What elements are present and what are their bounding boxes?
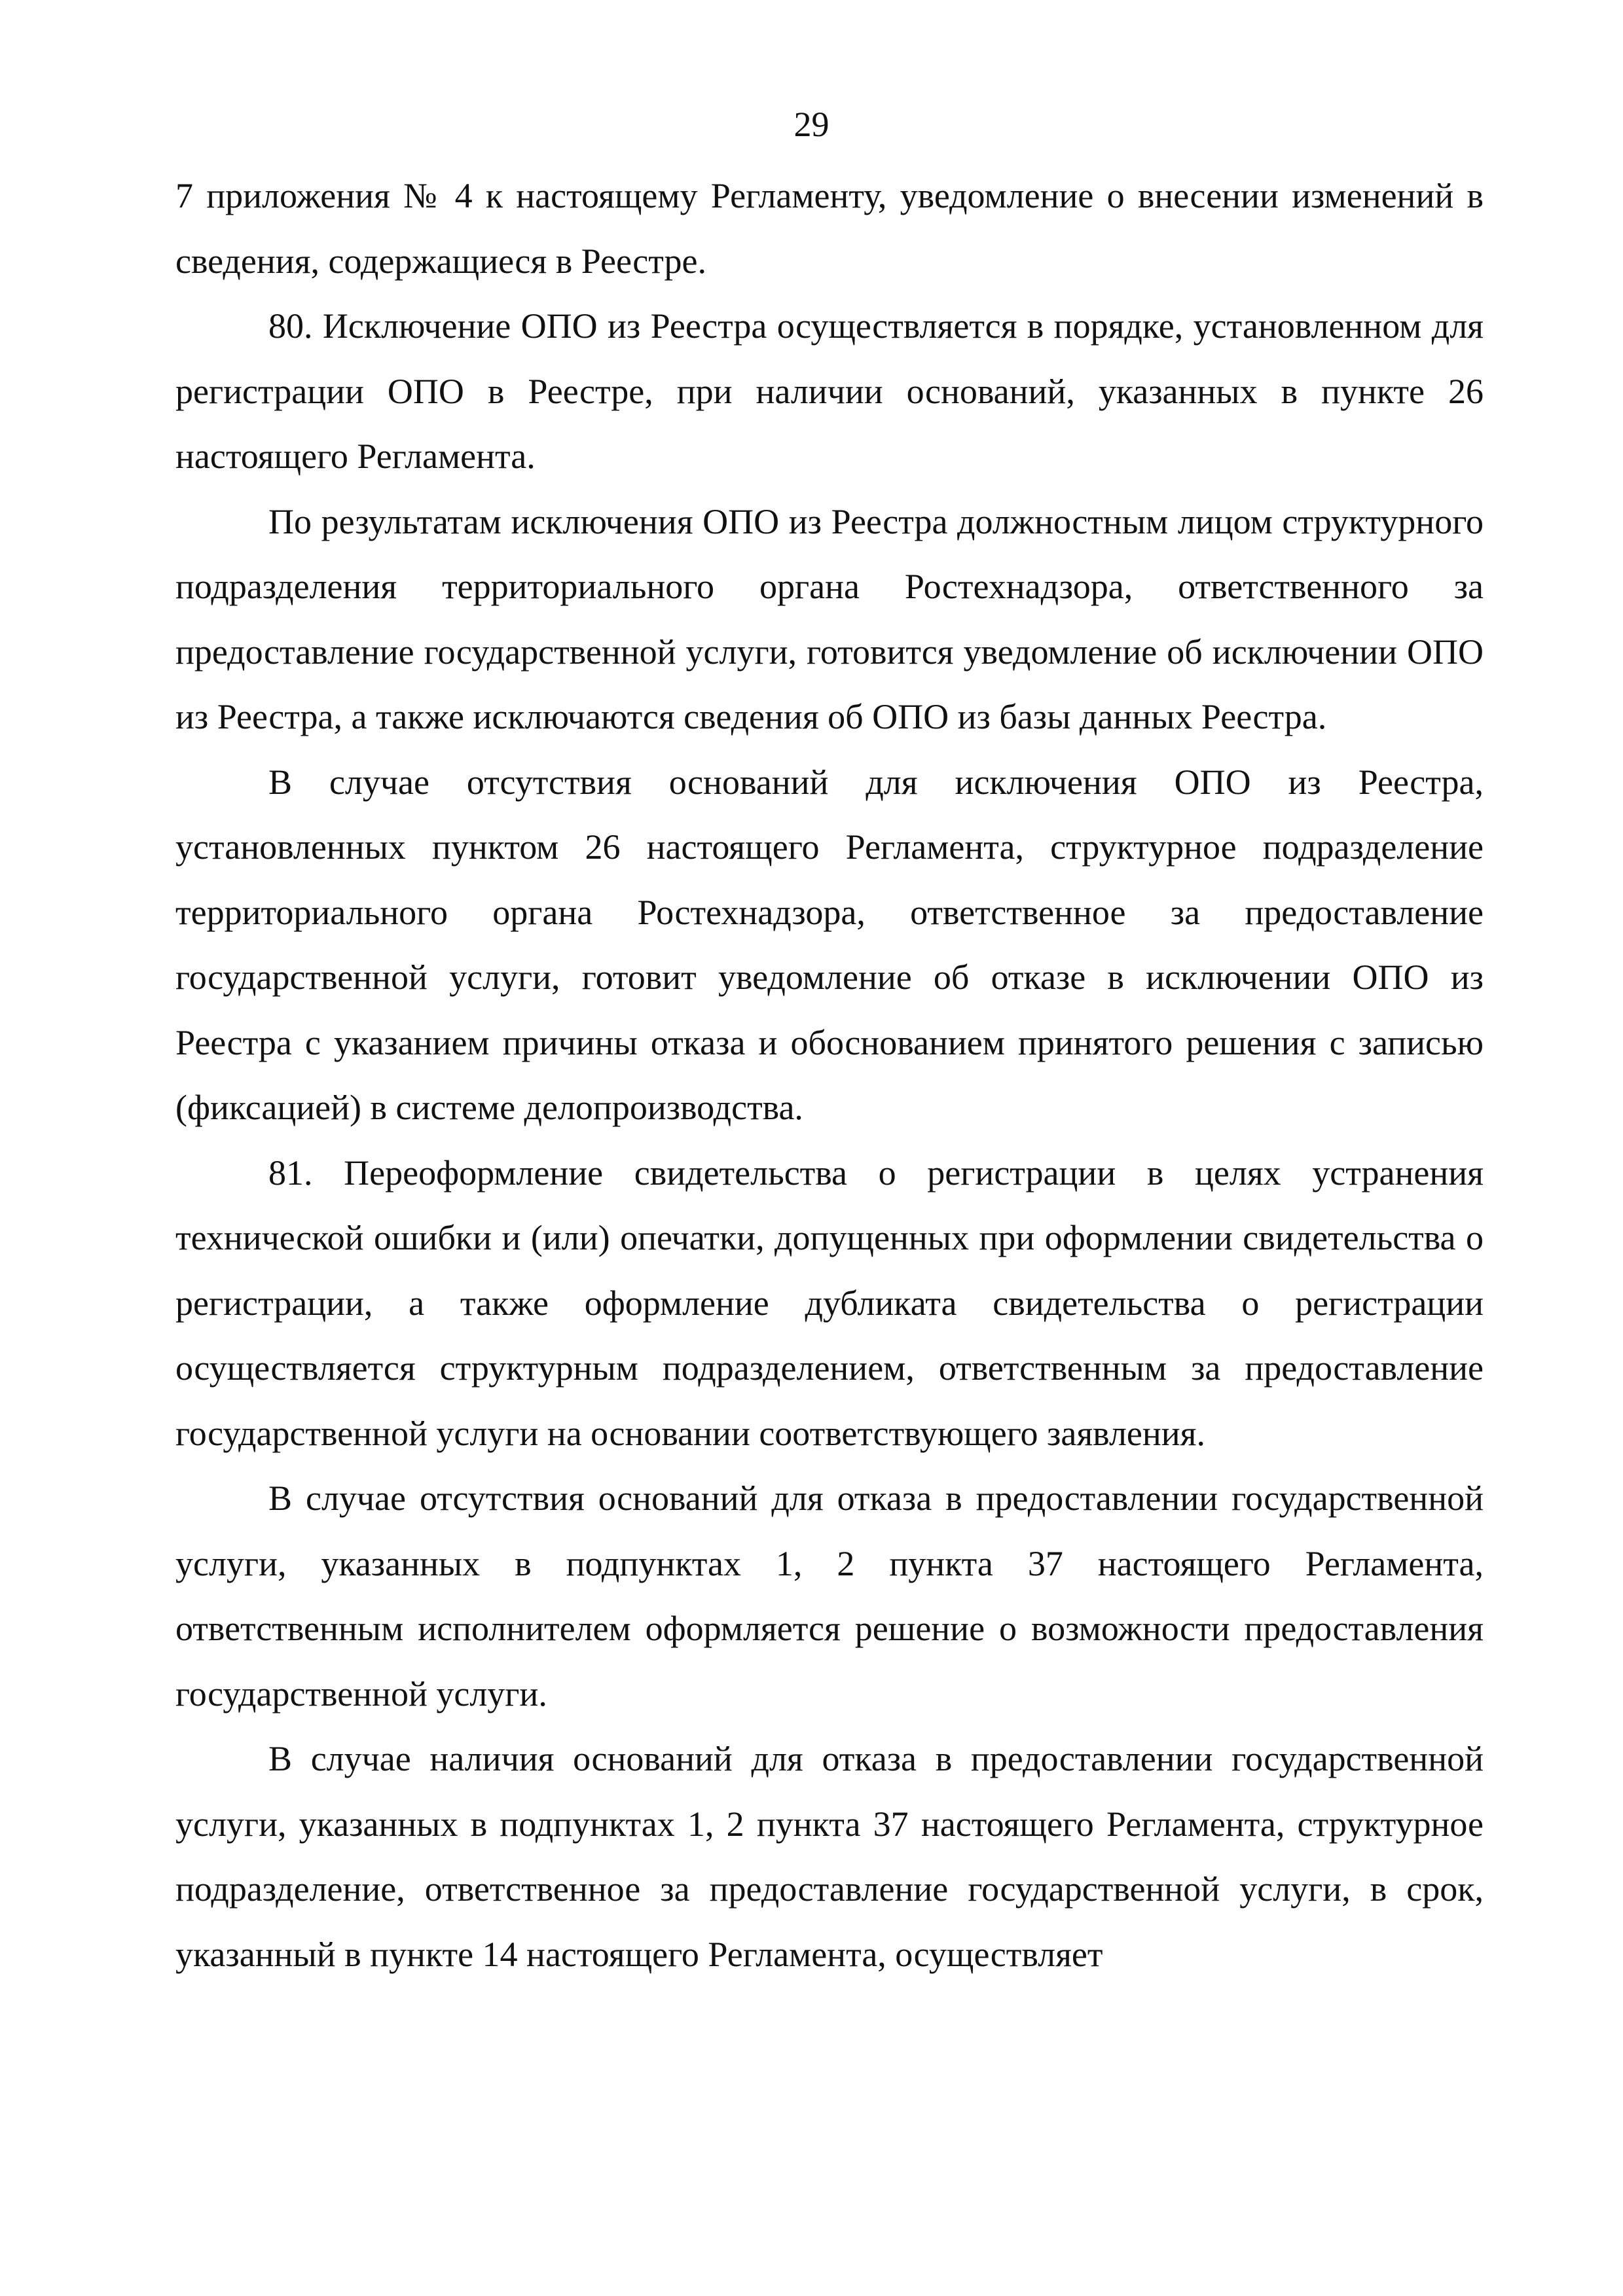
- paragraph-refusal-grounds: В случае наличия оснований для отказа в предоставлении государственной услуги, указанных в подпунктах 1, 2 пункта 37 настоящего Регламента, структурное подразделение, ответственное за предоставление государственной услуги, в срок, указанный в пункте 14 настоящего Регламента, осуществляет: [175, 1739, 1484, 1974]
- paragraph-item-81: 81. Переоформление свидетельства о регистрации в целях устранения технической ошибки и (или) опечатки, допущенных при оформлении свидетельства о регистрации, а также оформление дубликата свидетельства о регистрации осуществляется структурным подразделением, ответственным за предоставление государственной услуги на основании соответствующего заявления.: [175, 1153, 1484, 1453]
- paragraph-continuation: 7 приложения № 4 к настоящему Регламенту, уведомление о внесении изменений в сведения, содержащиеся в Реестре.: [175, 176, 1484, 281]
- paragraph-exclusion-refusal: В случае отсутствия оснований для исключения ОПО из Реестра, установленных пунктом 26 настоящего Регламента, структурное подразделение территориального органа Ростехнадзора, ответственное за предоставление государственной услуги, готовит уведомление об отказе в исключении ОПО из Реестра с указанием причины отказа и обоснованием принятого решения с записью (фиксацией) в системе делопроизводства.: [175, 762, 1484, 1127]
- paragraph-item-80: 80. Исключение ОПО из Реестра осуществляется в порядке, установленном для регистрации ОПО в Реестре, при наличии оснований, указанных в пункте 26 настоящего Регламента.: [175, 306, 1484, 476]
- paragraph-exclusion-results: По результатам исключения ОПО из Реестра должностным лицом структурного подразделения территориального органа Ростехнадзора, ответственного за предоставление государственной услуги, готовится уведомление об исключении ОПО из Реестра, а также исключаются сведения об ОПО из базы данных Реестра.: [175, 501, 1484, 736]
- paragraph-no-refusal-grounds: В случае отсутствия оснований для отказа в предоставлении государственной услуги, указанных в подпунктах 1, 2 пункта 37 настоящего Регламента, ответственным исполнителем оформляется решение о возможности предоставления государственной услуги.: [175, 1479, 1484, 1713]
- page-number: 29: [793, 105, 830, 144]
- document-body: [175, 164, 1484, 1987]
